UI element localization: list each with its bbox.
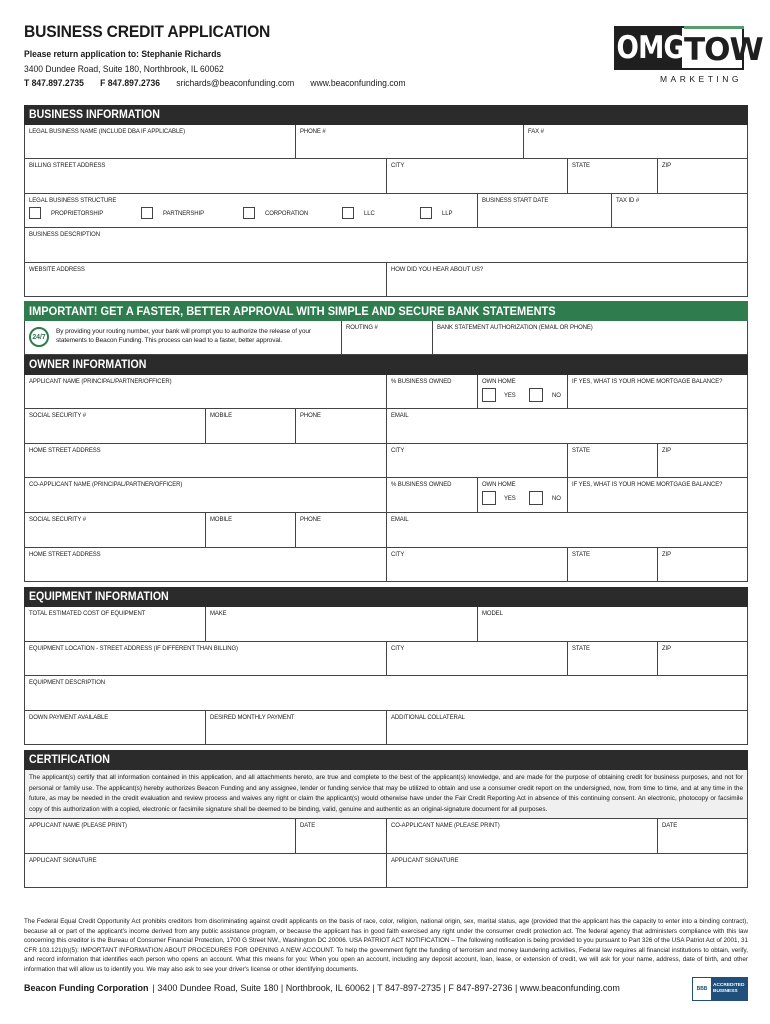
equipment-city-field[interactable]: CITY [387, 642, 568, 675]
routing-number-field[interactable]: ROUTING # [342, 321, 433, 354]
bbb-label: ACCREDITED BUSINESS [711, 978, 747, 1000]
billing-zip-field[interactable]: ZIP [662, 162, 672, 169]
equipment-cost-field[interactable]: TOTAL ESTIMATED COST OF EQUIPMENT [25, 607, 206, 641]
ssn-field[interactable]: SOCIAL SECURITY # [25, 409, 206, 443]
credit-application-form [24, 105, 748, 888]
section-business-information: BUSINESS INFORMATION [24, 105, 748, 125]
co-own-home-no-checkbox[interactable] [529, 491, 543, 505]
logo-omg: OMG [614, 26, 682, 70]
equipment-zip-field[interactable]: ZIP [662, 645, 672, 652]
mortgage-balance-field[interactable]: IF YES, WHAT IS YOUR HOME MORTGAGE BALANCE? [572, 378, 723, 385]
coapplicant-date-field[interactable]: DATE [662, 822, 678, 829]
bank-info-text: 24/7 By providing your routing number, your bank will prompt you to authorize the release of your statements to Beacon Funding. This process can lead to a faster, better approval. [25, 321, 342, 354]
equipment-location-field[interactable]: EQUIPMENT LOCATION - STREET ADDRESS (IF DIFFERENT THAN BILLING) [25, 642, 387, 675]
equipment-make-field[interactable]: MAKE [206, 607, 478, 641]
co-home-city-field[interactable]: CITY [387, 548, 568, 581]
omg-tow-logo [614, 26, 763, 90]
hear-about-us-field[interactable]: HOW DID YOU HEAR ABOUT US? [391, 266, 484, 273]
logo-tow: TOW [682, 26, 744, 70]
bbb-torch-icon: BBB [693, 978, 711, 1000]
bank-authorization-field[interactable]: BANK STATEMENT AUTHORIZATION (EMAIL OR PHONE) [437, 324, 593, 331]
footer-contact: | 3400 Dundee Road, Suite 180 | Northbrook, IL 60062 | T 847-897-2735 | F 847-897-2736 | www.beaconfunding.com [152, 983, 620, 993]
applicant-date-field[interactable]: DATE [296, 819, 387, 853]
co-own-home-field: OWN HOME YES NO [478, 478, 568, 512]
contact-website[interactable]: www.beaconfunding.com [310, 78, 406, 89]
business-description-field[interactable]: BUSINESS DESCRIPTION [29, 231, 100, 238]
tax-id-field[interactable]: TAX ID # [616, 197, 640, 204]
co-ssn-field[interactable]: SOCIAL SECURITY # [25, 513, 206, 547]
footer [24, 983, 748, 993]
section-certification: CERTIFICATION [24, 750, 748, 770]
proprietorship-checkbox[interactable] [29, 207, 41, 219]
billing-state-field[interactable]: STATE [568, 159, 658, 193]
owner-phone-field[interactable]: PHONE [296, 409, 387, 443]
co-own-home-yes-checkbox[interactable] [482, 491, 496, 505]
start-date-field[interactable]: BUSINESS START DATE [478, 194, 612, 227]
return-address: 3400 Dundee Road, Suite 180, Northbrook, IL 60062 [24, 64, 224, 75]
co-home-zip-field[interactable]: ZIP [662, 551, 672, 558]
print-applicant-name-field[interactable]: APPLICANT NAME (PLEASE PRINT) [25, 819, 296, 853]
contact-email[interactable]: srichards@beaconfunding.com [176, 78, 295, 89]
clock-24-7-icon: 24/7 [29, 327, 49, 347]
section-owner-information: OWNER INFORMATION [24, 355, 748, 375]
co-home-state-field[interactable]: STATE [568, 548, 658, 581]
co-mobile-field[interactable]: MOBILE [206, 513, 296, 547]
business-fax-field[interactable]: FAX # [528, 128, 544, 135]
logo-marketing: MARKETING [659, 74, 742, 84]
owner-email-field[interactable]: EMAIL [391, 412, 409, 419]
own-home-no-checkbox[interactable] [529, 388, 543, 402]
section-bank-statements: IMPORTANT! GET A FASTER, BETTER APPROVAL WITH SIMPLE AND SECURE BANK STATEMENTS [24, 301, 748, 321]
legal-structure-field: LEGAL BUSINESS STRUCTURE PROPRIETORSHIP PARTNERSHIP CORPORATION LLC LLP [25, 194, 478, 228]
co-mortgage-balance-field[interactable]: IF YES, WHAT IS YOUR HOME MORTGAGE BALANCE? [572, 481, 723, 488]
mobile-field[interactable]: MOBILE [206, 409, 296, 443]
certification-text: The applicant(s) certify that all information contained in this application, and all attachments hereto, are true and complete to the best of the applicant(s) knowledge, and are made for the purpose of obtaining credit for business purposes, and not for personal or family use. The applicant(s) hereby authorizes Beacon Funding and any assignee, lender or funding service that may be utilized to obtain and use a consumer credit report on the undersigned, now, from time to time, and at any time in the future, as may be needed in the credit evaluation and review process and waives any right or claim the applicant(s) would otherwise have under the Fair Credit Reporting Act in absence of this continuing consent. An electronic, photocopy or facsimile copy of this authorization with a copied, electronic or facsimile signature shall be deemed to be binding, valid, genuine and authentic as an original-signature document for all purposes. [24, 770, 748, 819]
monthly-payment-field[interactable]: DESIRED MONTHLY PAYMENT [206, 711, 387, 744]
bbb-accredited-badge [692, 977, 748, 1001]
business-phone-field[interactable]: PHONE # [296, 125, 524, 158]
equipment-model-field[interactable]: MODEL [482, 610, 503, 617]
applicant-name-field[interactable]: APPLICANT NAME (PRINCIPAL/PARTNER/OFFICER) [25, 375, 387, 408]
legal-disclaimer: The Federal Equal Credit Opportunity Act prohibits creditors from discriminating against credit applicants on the basis of race, color, religion, national origin, sex, marital status, age (provided that the applicant has the capacity to enter into a binding contract), because all or part of the applicant's income derived from any public assistance program, or because the applicant has in good faith exercised any right under the consumer credit protection act. The federal agency that administers compliance with this law concerning this creditor is the Bureau of Consumer Financial Protection, 1700 G Street NW., Washington DC 20006. USA PATRIOT ACT NOTIFICATION – The following notification is being provided to you pursuant to Part 326 of the USA Patriot Act of 2001, 31 CFR 103.121(b)(5): IMPORTANT INFORMATION ABOUT PROCEDURES FOR OPENING A NEW ACCOUNT. To help the government fight the funding of terrorism and money laundering activities, Federal law requires all financial institutions to obtain, verify, and record information that identifies each person who opens an account. What this means for you: When you open an account, including any deposit account, loan, lease, or extension of credit, we will ask for your name, address, date of birth, and other information that will allow us to identify you. We may also ask to see your driver's license or other identifying documents. [24, 918, 748, 973]
corporation-checkbox[interactable] [243, 207, 255, 219]
footer-company: Beacon Funding Corporation [24, 983, 149, 993]
own-home-yes-checkbox[interactable] [482, 388, 496, 402]
co-pct-owned-field[interactable]: % BUSINESS OWNED [387, 478, 478, 512]
co-home-address-field[interactable]: HOME STREET ADDRESS [25, 548, 387, 581]
co-email-field[interactable]: EMAIL [391, 516, 409, 523]
legal-name-field[interactable]: LEGAL BUSINESS NAME (INCLUDE DBA IF APPLICABLE) [25, 125, 296, 158]
llc-checkbox[interactable] [342, 207, 354, 219]
applicant-signature-field[interactable]: APPLICANT SIGNATURE [25, 854, 387, 887]
partnership-checkbox[interactable] [141, 207, 153, 219]
contact-phone: T 847.897.2735 [24, 78, 84, 89]
contact-fax: F 847.897.2736 [100, 78, 161, 89]
equipment-description-field[interactable]: EQUIPMENT DESCRIPTION [29, 679, 106, 686]
form-title: BUSINESS CREDIT APPLICATION [24, 22, 271, 41]
co-phone-field[interactable]: PHONE [296, 513, 387, 547]
llp-checkbox[interactable] [420, 207, 432, 219]
print-coapplicant-name-field[interactable]: CO-APPLICANT NAME (PLEASE PRINT) [387, 819, 658, 853]
home-city-field[interactable]: CITY [387, 444, 568, 477]
additional-collateral-field[interactable]: ADDITIONAL COLLATERAL [391, 714, 465, 721]
down-payment-field[interactable]: DOWN PAYMENT AVAILABLE [25, 711, 206, 744]
coapplicant-signature-field[interactable]: APPLICANT SIGNATURE [391, 857, 459, 864]
billing-city-field[interactable]: CITY [387, 159, 568, 193]
website-field[interactable]: WEBSITE ADDRESS [25, 263, 387, 296]
billing-address-field[interactable]: BILLING STREET ADDRESS [25, 159, 387, 193]
coapplicant-name-field[interactable]: CO-APPLICANT NAME (PRINCIPAL/PARTNER/OFFICER) [25, 478, 387, 512]
own-home-field: OWN HOME YES NO [478, 375, 568, 408]
home-address-field[interactable]: HOME STREET ADDRESS [25, 444, 387, 477]
home-zip-field[interactable]: ZIP [662, 447, 672, 454]
pct-owned-field[interactable]: % BUSINESS OWNED [387, 375, 478, 408]
return-to-line: Please return application to: Stephanie Richards [24, 49, 222, 60]
section-equipment-information: EQUIPMENT INFORMATION [24, 587, 748, 607]
contact-line [24, 78, 676, 89]
home-state-field[interactable]: STATE [568, 444, 658, 477]
equipment-state-field[interactable]: STATE [568, 642, 658, 675]
logo-accent-bar [684, 26, 744, 29]
